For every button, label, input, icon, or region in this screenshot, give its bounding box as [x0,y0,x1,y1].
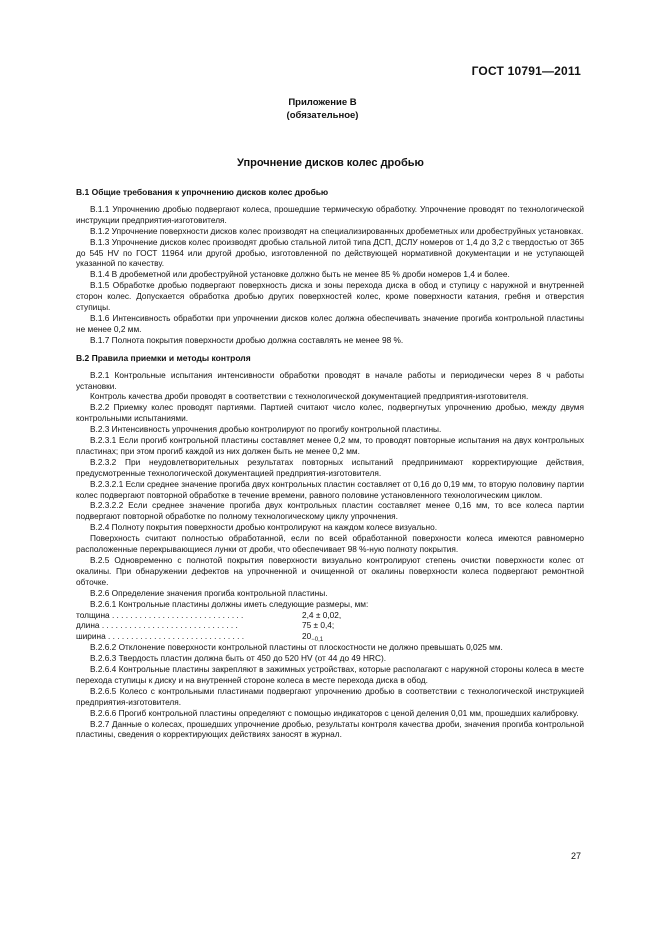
paragraph: В.2.3.1 Если прогиб контрольной пластины составляет менее 0,2 мм, то проводят повторные испытания на двух контрольных пластинах; при этом прогиб каждой из них должен быть не менее 0,2 мм. [76,435,584,456]
paragraph: В.2.3.2 При неудовлетворительных результатах повторных испытаний предпринимают корректирующие действия, предусмотренные технологической документацией предприятия-изготовителя. [76,456,584,478]
section-heading: В.1 Общие требования к упрочнению дисков колес дробью [76,187,329,197]
annex-status: (обязательное) [286,110,359,121]
dimension-row: длина . . . . . . . . . . . . . . . . . . . . . . . . . . . . . . 75 ± 0,4; [76,620,335,631]
paragraph: В.2.3.2.1 Если среднее значение прогиба двух контрольных пластин составляет от 0,16 до 0,19 мм, то вторую половину партии колес подвергают повторной обработке в течение времени, равного половине установленного технологическим циклом. [76,478,584,500]
paragraph: В.1.6 Интенсивность обработки при упрочнении дисков колес должна обеспечивать значение прогиба контрольной пластины не менее 0,2 мм. [76,312,584,334]
paragraph: В.1.3 Упрочнение дисков колес производят дробью стальной литой типа ДСП, ДСЛУ номеров от 1,4 до 3,2 с твердостью от 365 до 545 HV по ГОСТ 11964 или другой дробью, изготовленной по действующей нормативной документации и не уступающей указанной по качеству. [76,236,584,269]
dimension-row: ширина . . . . . . . . . . . . . . . . . . . . . . . . . . . . . . $20_{-0,1}$ [76,631,324,644]
dimension-list [76,610,584,643]
paragraph: В.2.4 Полноту покрытия поверхности дробью контролируют на каждом колесе визуально. [90,522,438,533]
paragraph: В.1.4 В дробеметной или дробеструйной установке должно быть не менее 85 % дроби номеров 1,4 и более. [90,269,510,280]
dimension-label: длина [76,620,100,631]
paragraph: В.2.5 Одновременно с полнотой покрытия поверхности визуально контролируют степень очистки поверхности колес от окалины. При обнаружении дефектов на упрочненной и очищенной от окалины поверхности колеса подвергают ремонтной обточке. [76,555,584,587]
annex-heading [0,96,653,122]
dimension-label: ширина [76,631,106,642]
dimension-tolerance: −0,1 [311,637,324,644]
paragraph: В.2.7 Данные о колесах, прошедших упрочнение дробью, результаты контроля качества дроби, значения прогиба контрольной пластины, сведения о корректирующих действиях заносят в журнал. [76,718,584,740]
paragraph: В.2.6.3 Твердость пластин должна быть от 450 до 520 HV (от 44 до 49 HRC). [90,653,387,664]
page-title: Упрочнение дисков колес дробью [237,157,424,169]
paragraph: В.2.6.4 Контрольные пластины закрепляют в зажимных устройствах, которые располагают с наружной стороны колеса в месте перехода ступицы к диску и на внутренней стороне колеса в месте перехода диска в обод. [76,664,584,685]
paragraph: В.2.6.1 Контрольные пластины должны иметь следующие размеры, мм: [90,598,369,609]
annex-title: Приложение В [288,97,357,108]
dimension-label: толщина [76,609,110,620]
paragraph: В.2.3.2.2 Если среднее значение прогиба двух контрольных пластин составляет менее 0,16 мм, то все колеса партии подвергают повторной обработке по полному технологическому циклу упрочнения. [76,500,584,522]
paragraph: В.2.3 Интенсивность упрочнения дробью контролируют по прогибу контрольной пластины. [90,424,442,435]
paragraph: В.2.1 Контрольные испытания интенсивности обработки проводят в начале работы и периодически через 8 ч работы установки. [76,369,584,391]
dimension-value: 2,4 ± 0,02, [302,609,342,620]
paragraph: Поверхность считают полностью обработанной, если по всей обработанной поверхности колеса имеются равномерно расположенные перекрывающиеся лунки от дроби, что обеспечивает 98 %-ную полноту покрытия. [76,533,584,555]
document-code: ГОСТ 10791—2011 [471,64,581,78]
paragraph: В.1.2 Упрочнение поверхности дисков колес производят на специализированных дробеметных или дробеструйных установках. [90,225,584,236]
section-heading: В.2 Правила приемки и методы контроля [76,352,251,363]
page-number: 27 [570,851,581,861]
dimension-row: толщина . . . . . . . . . . . . . . . . . . . . . . . . . . . . . 2,4 ± 0,02, [76,609,342,620]
document-body [76,187,584,740]
paragraph: В.1.1 Упрочнению дробью подвергают колеса, прошедшие термическую обработку. Упрочнение проводят по технологической инструкции предприятия-изготовителя. [76,203,584,225]
paragraph: В.2.6.5 Колесо с контрольными пластинами подвергают упрочнению дробью в соответствии с технологической инструкцией предприятия-изготовителя. [76,685,584,707]
dimension-value: 75 ± 0,4; [302,620,335,631]
paragraph: В.2.6.6 Прогиб контрольной пластины определяют с помощью индикаторов с ценой деления 0,01 мм, прошедших калибровку. [90,707,579,718]
paragraph: Контроль качества дроби проводят в соответствии с технологической документацией предприятия-изготовителя. [90,391,529,402]
paragraph: В.2.6.2 Отклонение поверхности контрольной пластины от плоскостности не должно превышать 0,025 мм. [90,642,503,653]
paragraph: В.2.2 Приемку колес проводят партиями. Партией считают число колес, подвергнутых упрочнению дробью, между двумя контрольными испытаниями. [76,402,584,424]
dimension-value: 20 [302,631,312,642]
paragraph: В.2.6 Определение значения прогиба контрольной пластины. [90,587,328,598]
paragraph: В.1.5 Обработке дробью подвергают поверхность диска и зоны перехода диска в обод и ступицу с наружной и внутренней сторон колес. Допускается обработка дробью других поверхностей колес, кроме поверхности катания, гребня и отверстия ступицы. [76,280,584,313]
paragraph: В.1.7 Полнота покрытия поверхности дробью должна составлять не менее 98 %. [90,334,404,345]
